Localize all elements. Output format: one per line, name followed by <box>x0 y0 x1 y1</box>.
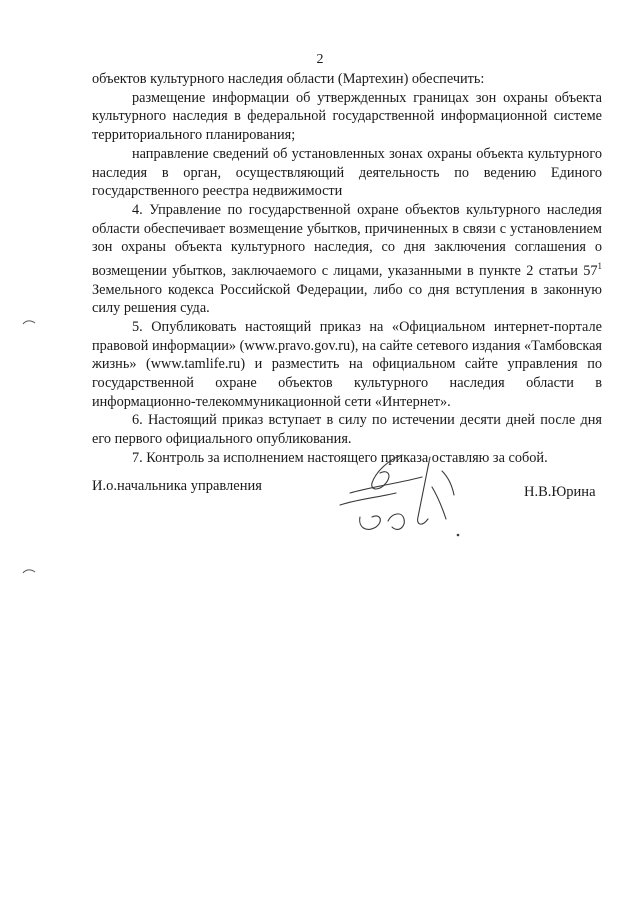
paragraph-7: 7. Контроль за исполнением настоящего приказа оставляю за собой. <box>132 449 548 466</box>
document-body <box>92 70 602 468</box>
margin-mark <box>22 319 36 325</box>
paragraph-5: 5. Опубликовать настоящий приказ на «Официальном интернет-портале правовой информации» (www.pravo.gov.ru), на сайте сетевого издания «Тамбовская жизнь» (www.tamlife.ru) и разместить на официальном сайте управления по государственной охране объектов культурного наследия области в информационно-телекоммуникационной сети «Интернет». <box>92 318 602 410</box>
paragraph-direction: направление сведений об установленных зонах охраны объекта культурного наследия в орган, осуществляющий деятельность по ведению Единого государственного реестра недвижимости <box>92 145 602 200</box>
article-superscript: 1 <box>597 261 602 272</box>
signatory-name: Н.В.Юрина <box>524 484 596 500</box>
paragraph-4-text: 4. Управление по государственной охране объектов культурного наследия области обеспечивает возмещение убытков, причиненных в связи с установлением зон охраны объекта культурного наследия, со дня заключения соглашения о возмещении убытков, заключаемого с лицами, указанными в пункте 2 статьи 57 <box>92 201 602 279</box>
page-number: 2 <box>316 52 324 67</box>
paragraph-intro: объектов культурного наследия области (Мартехин) обеспечить: <box>92 71 485 87</box>
paragraph-4-text-end: Земельного кодекса Российской Федерации, либо со дня вступления в законную силу решения суда. <box>92 281 602 317</box>
signatory-role: И.о.начальника управления <box>92 478 262 494</box>
paragraph-6: 6. Настоящий приказ вступает в силу по истечении десяти дней после дня его первого официального опубликования. <box>92 412 602 448</box>
handwritten-signature <box>330 447 480 542</box>
paragraph-4 <box>92 201 602 318</box>
margin-mark <box>22 568 36 574</box>
paragraph-placement: размещение информации об утвержденных границах зон охраны объекта культурного наследия в федеральной государственной информационной системе территориального планирования; <box>92 89 602 144</box>
